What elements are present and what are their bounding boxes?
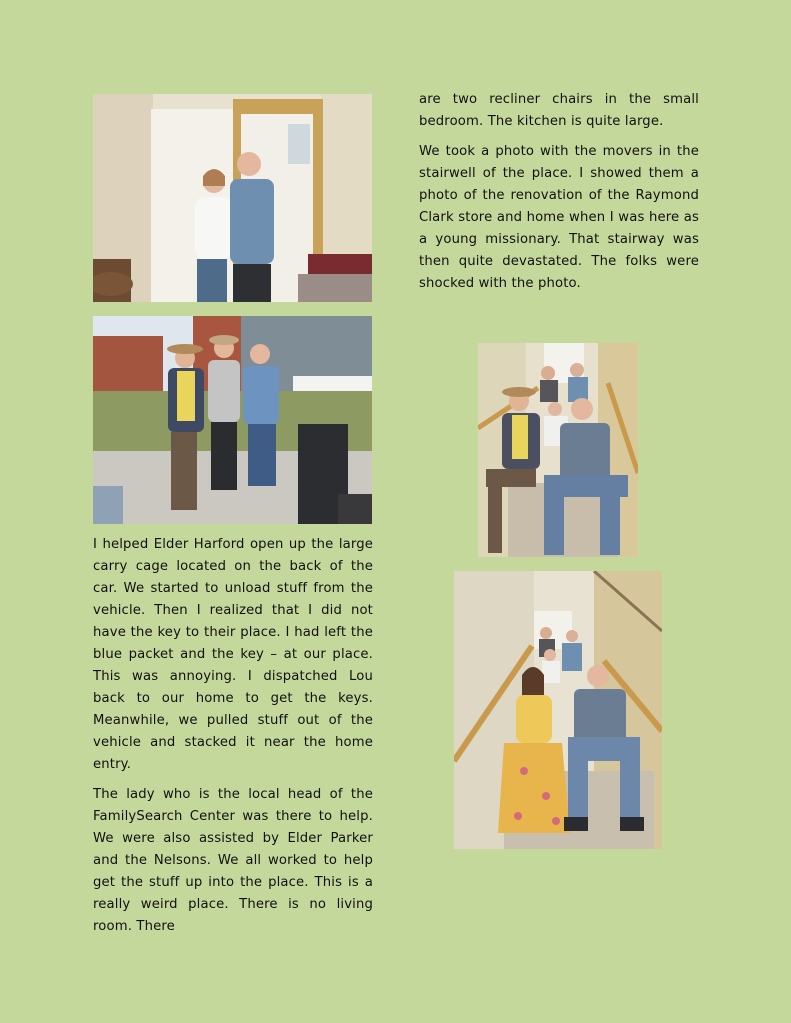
paragraph-recliner-chairs: are two recliner chairs in the small bedroom. The kitchen is quite large. [419,92,699,129]
photo-three-men-outside [93,316,372,524]
right-column-text [419,89,699,303]
paragraph-carry-cage: I helped Elder Harford open up the large carry cage located on the back of the car. We started to unload stuff from the vehicle. Then I realized that I did not have the key to their place. I had left the blue packet and the key – at our place. This was annoying. I dispatched Lou back to our home to get the keys. Meanwhile, we pulled stuff out of the vehicle and stacked it near the home entry. [93,537,373,772]
photo-couple-in-doorway [93,94,372,302]
paragraph-stairwell-photo: We took a photo with the movers in the stairwell of the place. I showed them a photo of the renovation of the Raymond Clark store and home when I was here as a young missionary. That stairway was then quite devastated. The folks were shocked with the photo. [419,144,699,291]
paragraph-familysearch-center: The lady who is the local head of the FamilySearch Center was there to help. We were also assisted by Elder Parker and the Nelsons. We all worked to help get the stuff up into the place. This is a really weird place. There is no living room. There [93,787,373,934]
left-column-text [93,534,373,946]
photo-group-on-stairs [478,343,638,557]
photo-group-on-stairs-with-woman [454,571,662,849]
